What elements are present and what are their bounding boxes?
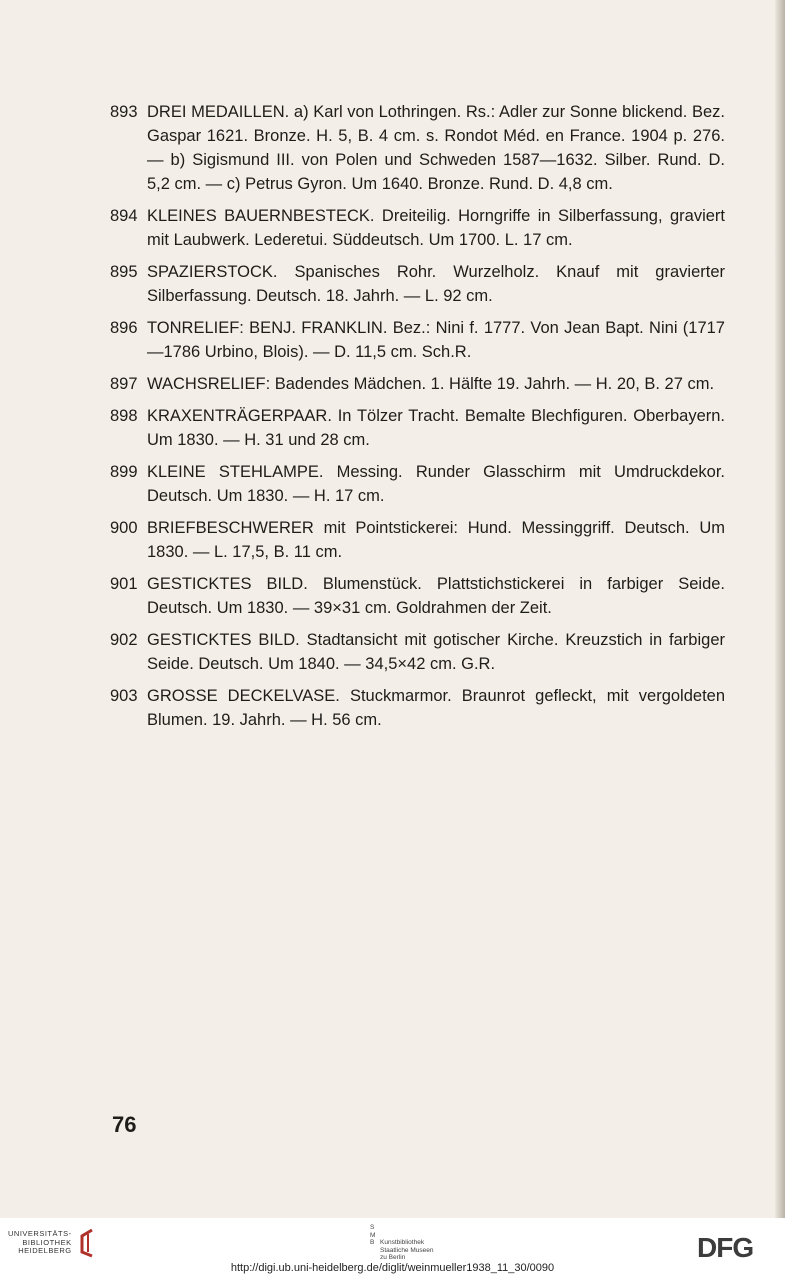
entry-text: SPAZIERSTOCK. Spanisches Rohr. Wurzelholz. Knauf mit gravierter Silberfassung. Deutsch. 18. Jahrh. — L. 92 cm. <box>147 263 725 305</box>
entry-text: KLEINE STEHLAMPE. Messing. Runder Glasschirm mit Umdruckdekor. Deutsch. Um 1830. — H. 17 cm. <box>147 463 725 505</box>
catalog-entry-898 <box>110 404 725 452</box>
entry-text: WACHSRELIEF: Badendes Mädchen. 1. Hälfte 19. Jahrh. — H. 20, B. 27 cm. <box>147 375 715 393</box>
smb-name: Kunstbibliothek Staatliche Museen zu Berlin <box>380 1239 434 1261</box>
catalog-entry-903 <box>110 684 725 732</box>
entry-number: 895 <box>110 263 138 281</box>
entry-number: 901 <box>110 575 138 593</box>
catalog-entry-899 <box>110 460 725 508</box>
permalink-url[interactable]: http://digi.ub.uni-heidelberg.de/diglit/weinmueller1938_11_30/0090 <box>230 1262 555 1274</box>
bleed-through-texture <box>140 760 740 1100</box>
catalog-entry-897 <box>110 372 725 396</box>
entry-number: 902 <box>110 631 138 649</box>
entry-number: 893 <box>110 103 138 121</box>
entry-number: 903 <box>110 687 138 705</box>
entry-text: BRIEFBESCHWERER mit Pointstickerei: Hund. Messinggriff. Deutsch. Um 1830. — L. 17,5, B. 11 cm. <box>147 519 725 561</box>
university-library-logo[interactable] <box>8 1228 96 1258</box>
catalog-entries <box>110 100 725 740</box>
entry-number: 899 <box>110 463 138 481</box>
page-edge-shadow <box>775 0 785 1218</box>
university-library-name: UNIVERSITÄTS- BIBLIOTHEK HEIDELBERG <box>8 1229 72 1256</box>
catalog-entry-894 <box>110 204 725 252</box>
catalog-entry-900 <box>110 516 725 564</box>
page-number: 76 <box>112 1112 137 1137</box>
entry-text: KLEINES BAUERNBESTECK. Dreiteilig. Horngriffe in Silberfassung, graviert mit Laubwerk. Lederetui. Süddeutsch. Um 1700. L. 17 cm. <box>147 207 725 249</box>
smb-kunstbibliothek-logo[interactable] <box>370 1224 433 1262</box>
dfg-logo[interactable]: DFG <box>697 1232 754 1263</box>
entry-text: TONRELIEF: BENJ. FRANKLIN. Bez.: Nini f. 1777. Von Jean Bapt. Nini (1717—1786 Urbino, Blois). — D. 11,5 cm. Sch.R. <box>147 319 725 361</box>
entry-number: 897 <box>110 375 138 393</box>
catalog-entry-895 <box>110 260 725 308</box>
entry-text: DREI MEDAILLEN. a) Karl von Lothringen. Rs.: Adler zur Sonne blickend. Bez. Gaspar 1621. Bronze. H. 5, B. 4 cm. s. Rondot Méd. en France. 1904 p. 276. — b) Sigismund III. von Polen und Schweden 1587—1632. Silber. Rund. D. 5,2 cm. — c) Petrus Gyron. Um 1640. Bronze. Rund. D. 4,8 cm. <box>147 103 725 193</box>
entry-number: 894 <box>110 207 138 225</box>
catalog-entry-893 <box>110 100 725 196</box>
entry-text: GESTICKTES BILD. Stadtansicht mit gotischer Kirche. Kreuzstich in farbiger Seide. Deutsch. Um 1840. — 34,5×42 cm. G.R. <box>147 631 725 673</box>
entry-text: KRAXENTRÄGERPAAR. In Tölzer Tracht. Bemalte Blechfiguren. Oberbayern. Um 1830. — H. 31 und 28 cm. <box>147 407 725 449</box>
viewer-footer <box>0 1218 785 1276</box>
smb-mark-icon: S M B <box>370 1224 376 1246</box>
catalog-entry-902 <box>110 628 725 676</box>
catalog-entry-901 <box>110 572 725 620</box>
entry-number: 898 <box>110 407 138 425</box>
entry-text: GROSSE DECKELVASE. Stuckmarmor. Braunrot gefleckt, mit vergoldeten Blumen. 19. Jahrh. — H. 56 cm. <box>147 687 725 729</box>
entry-text: GESTICKTES BILD. Blumenstück. Plattstichstickerei in farbiger Seide. Deutsch. Um 1830. — 39×31 cm. Goldrahmen der Zeit. <box>147 575 725 617</box>
catalog-entry-896 <box>110 316 725 364</box>
entry-number: 896 <box>110 319 138 337</box>
entry-number: 900 <box>110 519 138 537</box>
university-seal-icon <box>76 1228 96 1258</box>
